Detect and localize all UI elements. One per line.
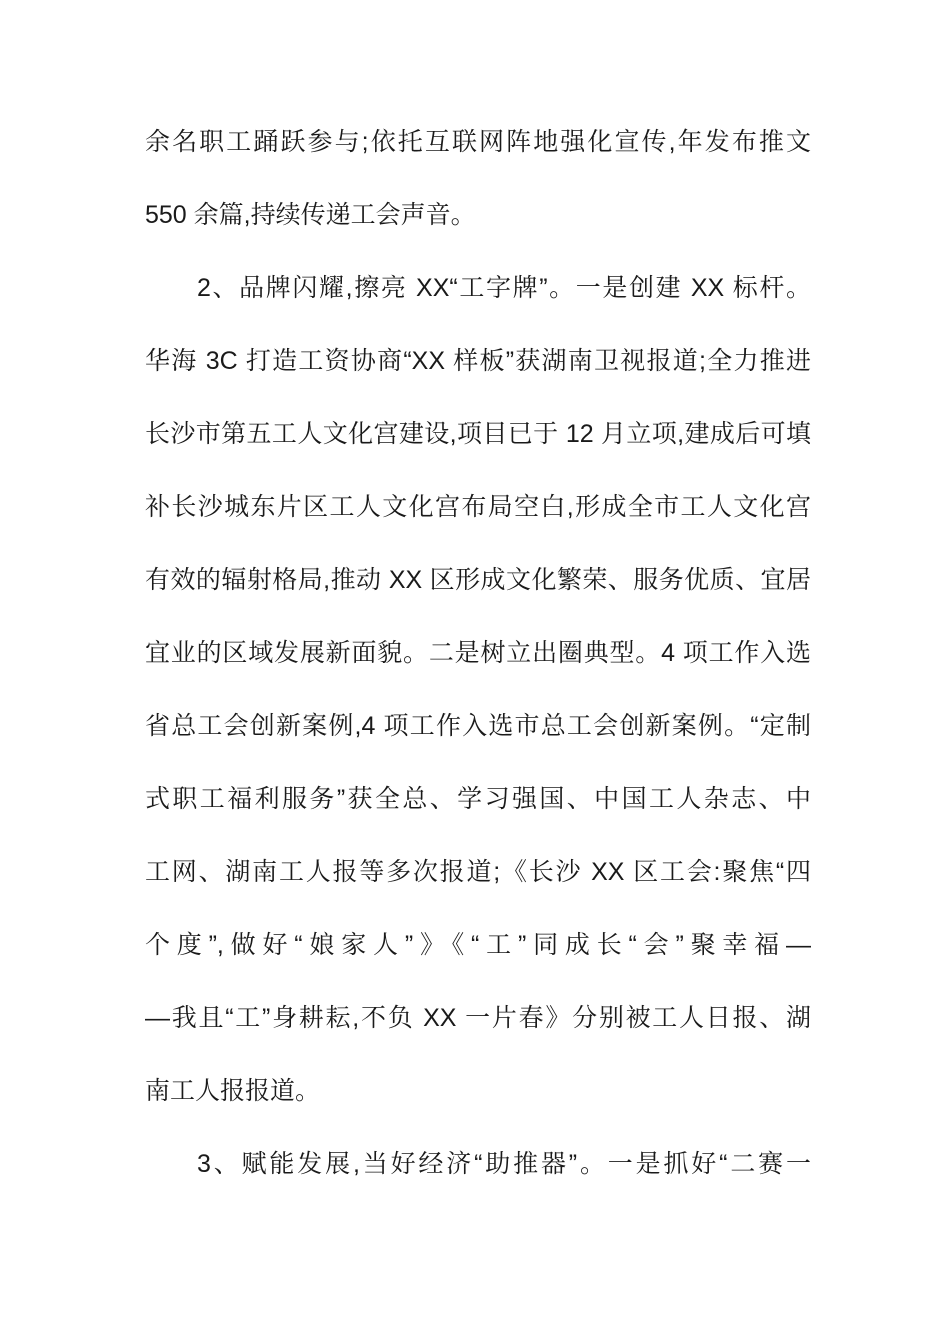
text-line: 补长沙城东片区工人文化宫布局空白,形成全市工人文化宫 (145, 493, 811, 521)
text-line: 华海 3C 打造工资协商“XX 样板”获湖南卫视报道;全力推进 (145, 347, 811, 375)
text-line: 南工人报报道。 (145, 1077, 321, 1105)
text-line: 长沙市第五工人文化宫建设,项目已于 12 月立项,建成后可填 (145, 420, 811, 448)
text-line: 式职工福利服务”获全总、学习强国、中国工人杂志、中 (145, 785, 811, 813)
text-line: 工网、湖南工人报等多次报道;《长沙 XX 区工会:聚焦“四 (145, 858, 811, 886)
text-line: —我且“工”身耕耘,不负 XX 一片春》分别被工人日报、湖 (145, 1004, 811, 1032)
text-line-section-3-heading: 3、赋能发展,当好经济“助推器”。一是抓好“二赛一 (197, 1150, 811, 1178)
text-block (145, 106, 811, 1201)
text-line: 省总工会创新案例,4 项工作入选市总工会创新案例。“定制 (145, 712, 811, 740)
text-line: 余名职工踊跃参与;依托互联网阵地强化宣传,年发布推文 (145, 128, 811, 156)
text-line-section-2-heading: 2、品牌闪耀,擦亮 XX“工字牌”。一是创建 XX 标杆。 (197, 274, 811, 302)
text-line: 有效的辐射格局,推动 XX 区形成文化繁荣、服务优质、宜居 (145, 566, 811, 594)
text-line: 宜业的区域发展新面貌。二是树立出圈典型。4 项工作入选 (145, 639, 811, 667)
text-line: 个度”,做好“娘家人”》《“工”同成长“会”聚幸福— (145, 931, 811, 959)
text-line: 550 余篇,持续传递工会声音。 (145, 201, 476, 229)
